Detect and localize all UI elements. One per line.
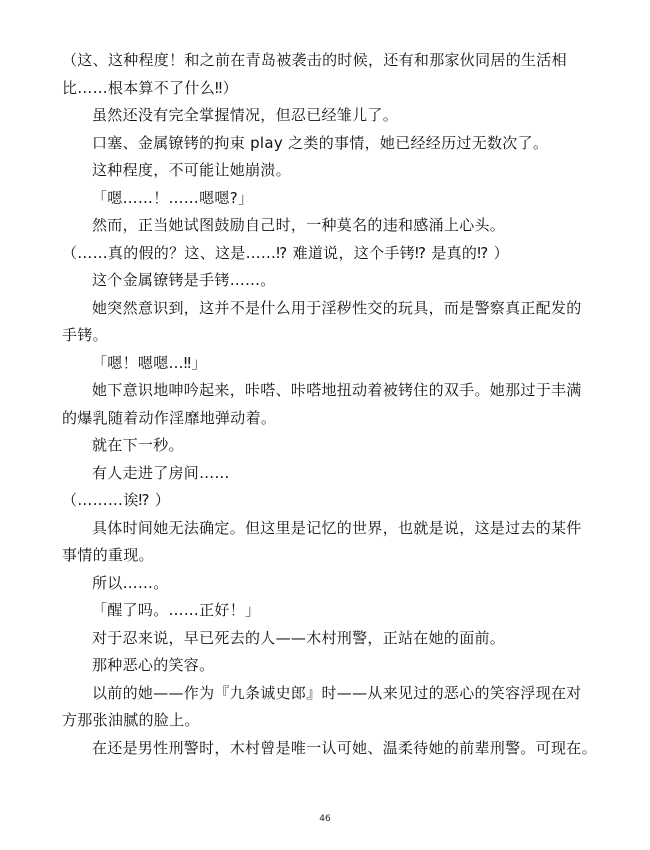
text-line: 「醒了吗。……正好！」 [92, 601, 261, 619]
text-line: 这种程度，不可能让她崩溃。 [92, 161, 291, 179]
text-line: 比……根本算不了什么‼） [62, 78, 238, 97]
text-line: 就在下一秒。 [92, 436, 184, 454]
text-line: （……真的假的？这、这是……⁉ 难道说，这个手铐⁉ 是真的⁉ ） [62, 243, 509, 262]
text-line: 的爆乳随着动作淫靡地弹动着。 [62, 408, 277, 427]
text-line: 然而，正当她试图鼓励自己时，一种莫名的违和感涌上心头。 [92, 216, 506, 234]
text-line: 有人走进了房间…… [92, 463, 230, 482]
text-line: 「嗯！嗯嗯…‼」 [92, 353, 207, 372]
text-line: 所以……。 [92, 573, 169, 592]
text-line: 事情的重现。 [62, 546, 154, 564]
text-line: （这、这种程度！和之前在青岛被袭击的时候，还有和那家伙同居的生活相 [62, 51, 567, 69]
text-line: 虽然还没有完全掌握情况，但忍已经雏儿了。 [92, 106, 399, 124]
text-line: 以前的她——作为『九条诚史郎』时——从来见过的恶心的笑容浮现在对 [92, 683, 582, 702]
text-line: 方那张油腻的脸上。 [62, 711, 200, 729]
text-line: 手铐。 [62, 326, 108, 344]
text-line: 在还是男性刑警时，木村曾是唯一认可她、温柔待她的前辈刑警。可现在。 [92, 738, 597, 757]
text-line: 对于忍来说，早已死去的人——木村刑警，正站在她的面前。 [92, 628, 506, 647]
text-line: 她下意识地呻吟起来，咔嗒、咔嗒地扭动着被铐住的双手。她那过于丰满 [92, 381, 582, 399]
text-line: 具体时间她无法确定。但这里是记忆的世界，也就是说，这是过去的某件 [92, 518, 582, 537]
text-line: 那种恶心的笑容。 [92, 656, 215, 674]
text-line: 这个金属镣铐是手铐……。 [92, 271, 276, 289]
page-number: 46 [319, 814, 331, 824]
text-line: 她突然意识到，这并不是什么用于淫秽性交的玩具，而是警察真正配发的 [92, 298, 582, 317]
body-text [62, 47, 597, 762]
text-line: 「嗯……！……嗯嗯?」 [92, 188, 254, 207]
text-line: （………诶⁉ ） [62, 491, 171, 509]
text-line: 口塞、金属镣铐的拘束 play 之类的事情，她已经经历过无数次了。 [92, 133, 549, 152]
